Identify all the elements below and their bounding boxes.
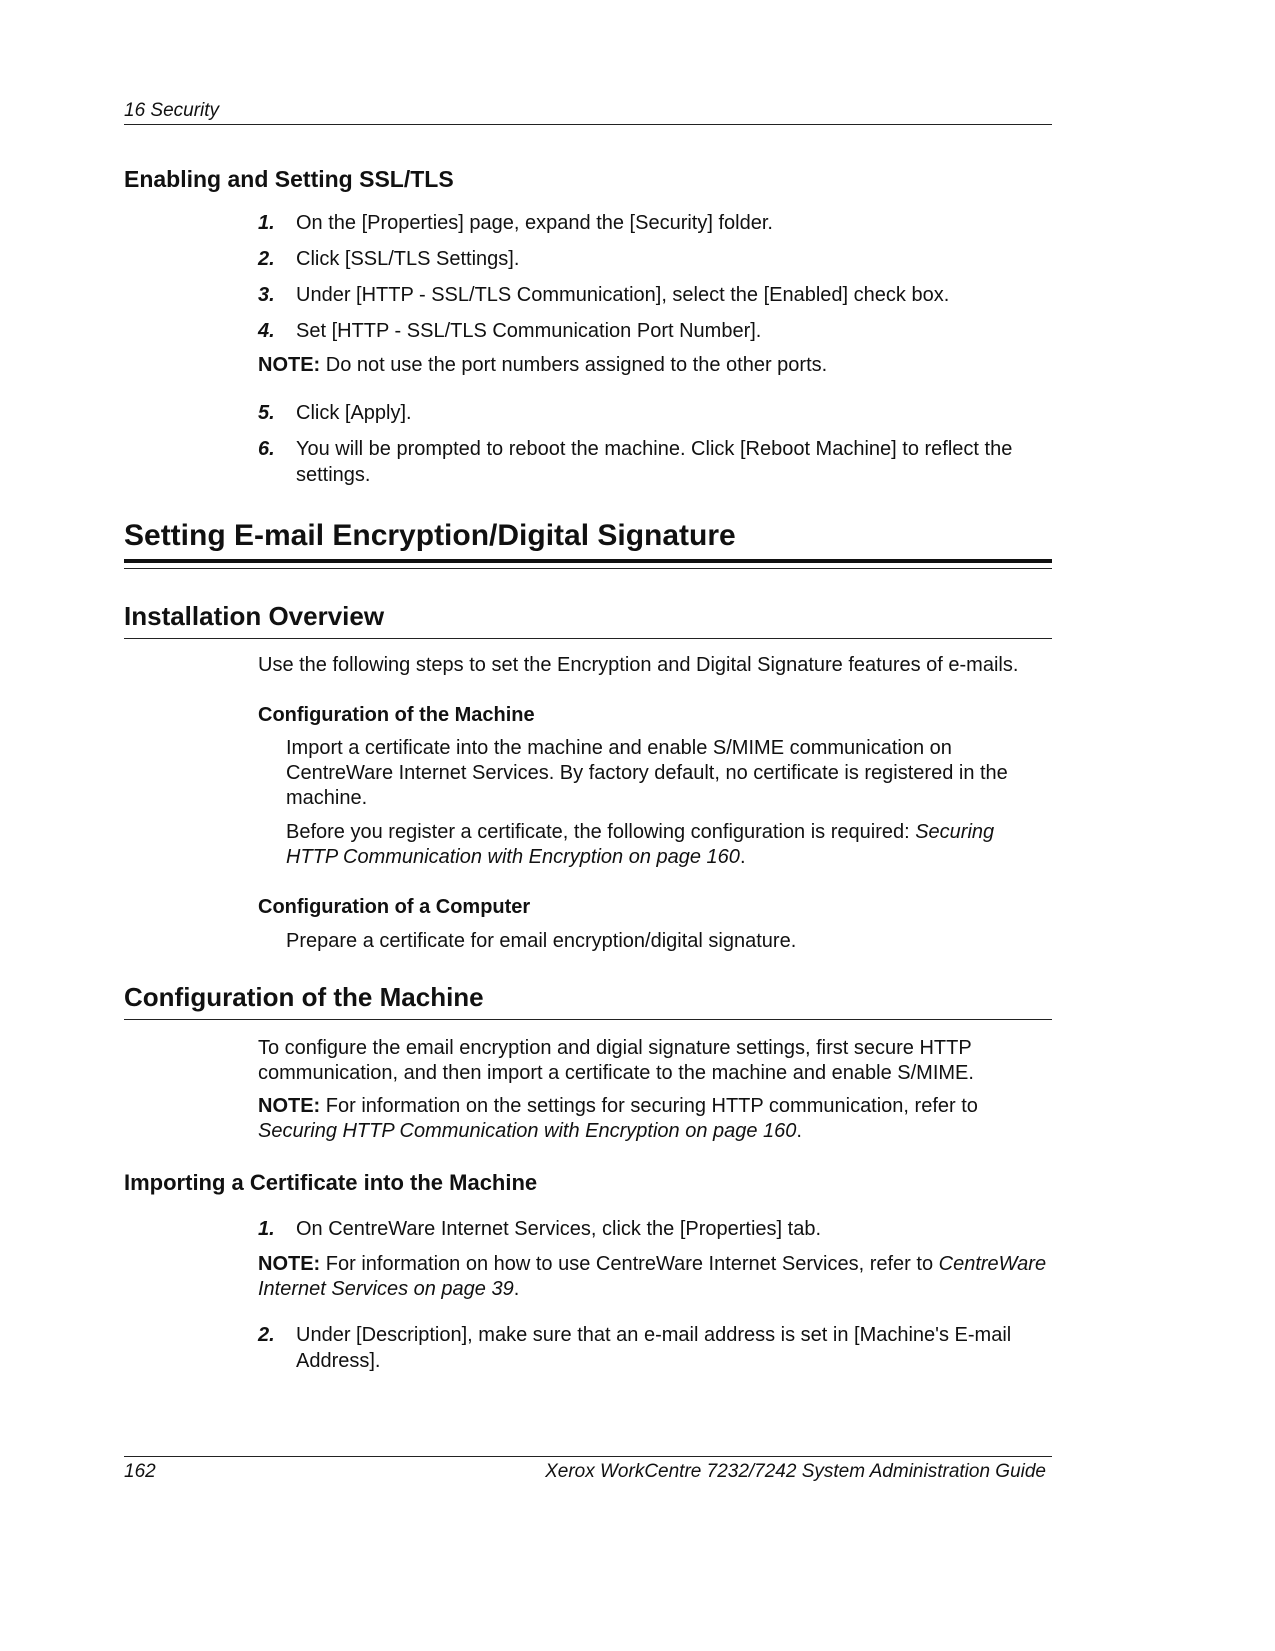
installation-overview-heading: Installation Overview: [124, 601, 1052, 639]
period: .: [739, 846, 746, 868]
config-machine-subheading: Configuration of the Machine: [258, 704, 535, 726]
step-text: Set [HTTP - SSL/TLS Communication Port Number].: [296, 320, 762, 342]
step-number: 6.: [258, 438, 275, 460]
ssl-heading: Enabling and Setting SSL/TLS: [124, 166, 454, 192]
step-text: Under [Description], make sure that an e-mail address is set in [Machine's E-mail Address].: [296, 1324, 1012, 1372]
config-machine-text: Import a certificate into the machine and enable S/MIME communication on CentreWare Internet Services. By factory default, no certificate is registered in the machine.: [286, 737, 1008, 809]
ssl-step: [258, 246, 1058, 272]
step-number: 5.: [258, 402, 275, 424]
configuration-machine-heading: Configuration of the Machine: [124, 982, 1052, 1020]
ssl-step: [258, 436, 1048, 488]
step-number: 1.: [258, 212, 275, 234]
import-step: [258, 1216, 1058, 1242]
ssl-step: [258, 282, 1058, 308]
period: .: [796, 1120, 802, 1142]
cross-reference-link[interactable]: Securing HTTP Communication with Encryption on page 160: [258, 1120, 797, 1142]
guide-title: Xerox WorkCentre 7232/7242 System Administration Guide: [545, 1461, 1046, 1482]
cross-reference-link[interactable]: CentreWare Internet Services on page 39: [258, 1253, 1047, 1300]
step-text: Click [Apply].: [296, 402, 412, 424]
config-computer-text: Prepare a certificate for email encryption/digital signature.: [286, 930, 797, 952]
config-machine-prereq: [286, 820, 1046, 870]
import-note: [258, 1252, 1058, 1302]
configuration-machine-text: To configure the email encryption and digial signature settings, first secure HTTP communication, and then import a certificate to the machine and enable S/MIME.: [258, 1037, 974, 1084]
config-computer-subheading: Configuration of a Computer: [258, 896, 531, 918]
step-text: Click [SSL/TLS Settings].: [296, 248, 520, 270]
period: .: [513, 1278, 520, 1300]
page-footer: [124, 1456, 1052, 1483]
note-text: For information on the settings for securing HTTP communication, refer to: [320, 1095, 978, 1117]
importing-certificate-heading: Importing a Certificate into the Machine: [124, 1170, 538, 1195]
step-number: 2.: [258, 248, 275, 270]
running-head: 16 Security: [124, 100, 1052, 125]
ssl-step: [258, 400, 1058, 426]
step-number: 3.: [258, 284, 275, 306]
note-label: NOTE:: [258, 354, 321, 376]
overview-intro: Use the following steps to set the Encryption and Digital Signature features of e-mails.: [258, 654, 1019, 676]
note-text: Do not use the port numbers assigned to the other ports.: [320, 354, 828, 376]
step-text: Under [HTTP - SSL/TLS Communication], select the [Enabled] check box.: [296, 284, 950, 306]
import-steps-continued: [258, 1322, 1058, 1374]
ssl-step: [258, 318, 1058, 344]
note-label: NOTE:: [258, 1253, 321, 1275]
page-number: 162: [124, 1461, 156, 1482]
ssl-steps-continued: [258, 400, 1058, 488]
configuration-machine-note: [258, 1094, 1058, 1144]
step-text: You will be prompted to reboot the machine. Click [Reboot Machine] to reflect the settings.: [296, 438, 1013, 486]
prereq-text: Before you register a certificate, the following configuration is required:: [286, 821, 916, 843]
import-step: [258, 1322, 1048, 1374]
import-steps: [258, 1216, 1058, 1242]
ssl-step: [258, 210, 1058, 236]
step-text: On the [Properties] page, expand the [Security] folder.: [296, 212, 773, 234]
note-label: NOTE:: [258, 1095, 321, 1117]
email-encryption-heading: Setting E-mail Encryption/Digital Signature: [124, 519, 1052, 563]
note-text: For information on how to use CentreWare Internet Services, refer to: [320, 1253, 939, 1275]
cross-reference-link[interactable]: Securing HTTP Communication with Encryption on page 160: [286, 821, 995, 868]
step-number: 2.: [258, 1324, 275, 1346]
step-number: 1.: [258, 1218, 275, 1240]
ssl-steps: [258, 210, 1058, 344]
ssl-note: [258, 353, 1058, 378]
step-number: 4.: [258, 320, 275, 342]
step-text: On CentreWare Internet Services, click the [Properties] tab.: [296, 1218, 822, 1240]
heading-double-rule: [124, 568, 1052, 569]
